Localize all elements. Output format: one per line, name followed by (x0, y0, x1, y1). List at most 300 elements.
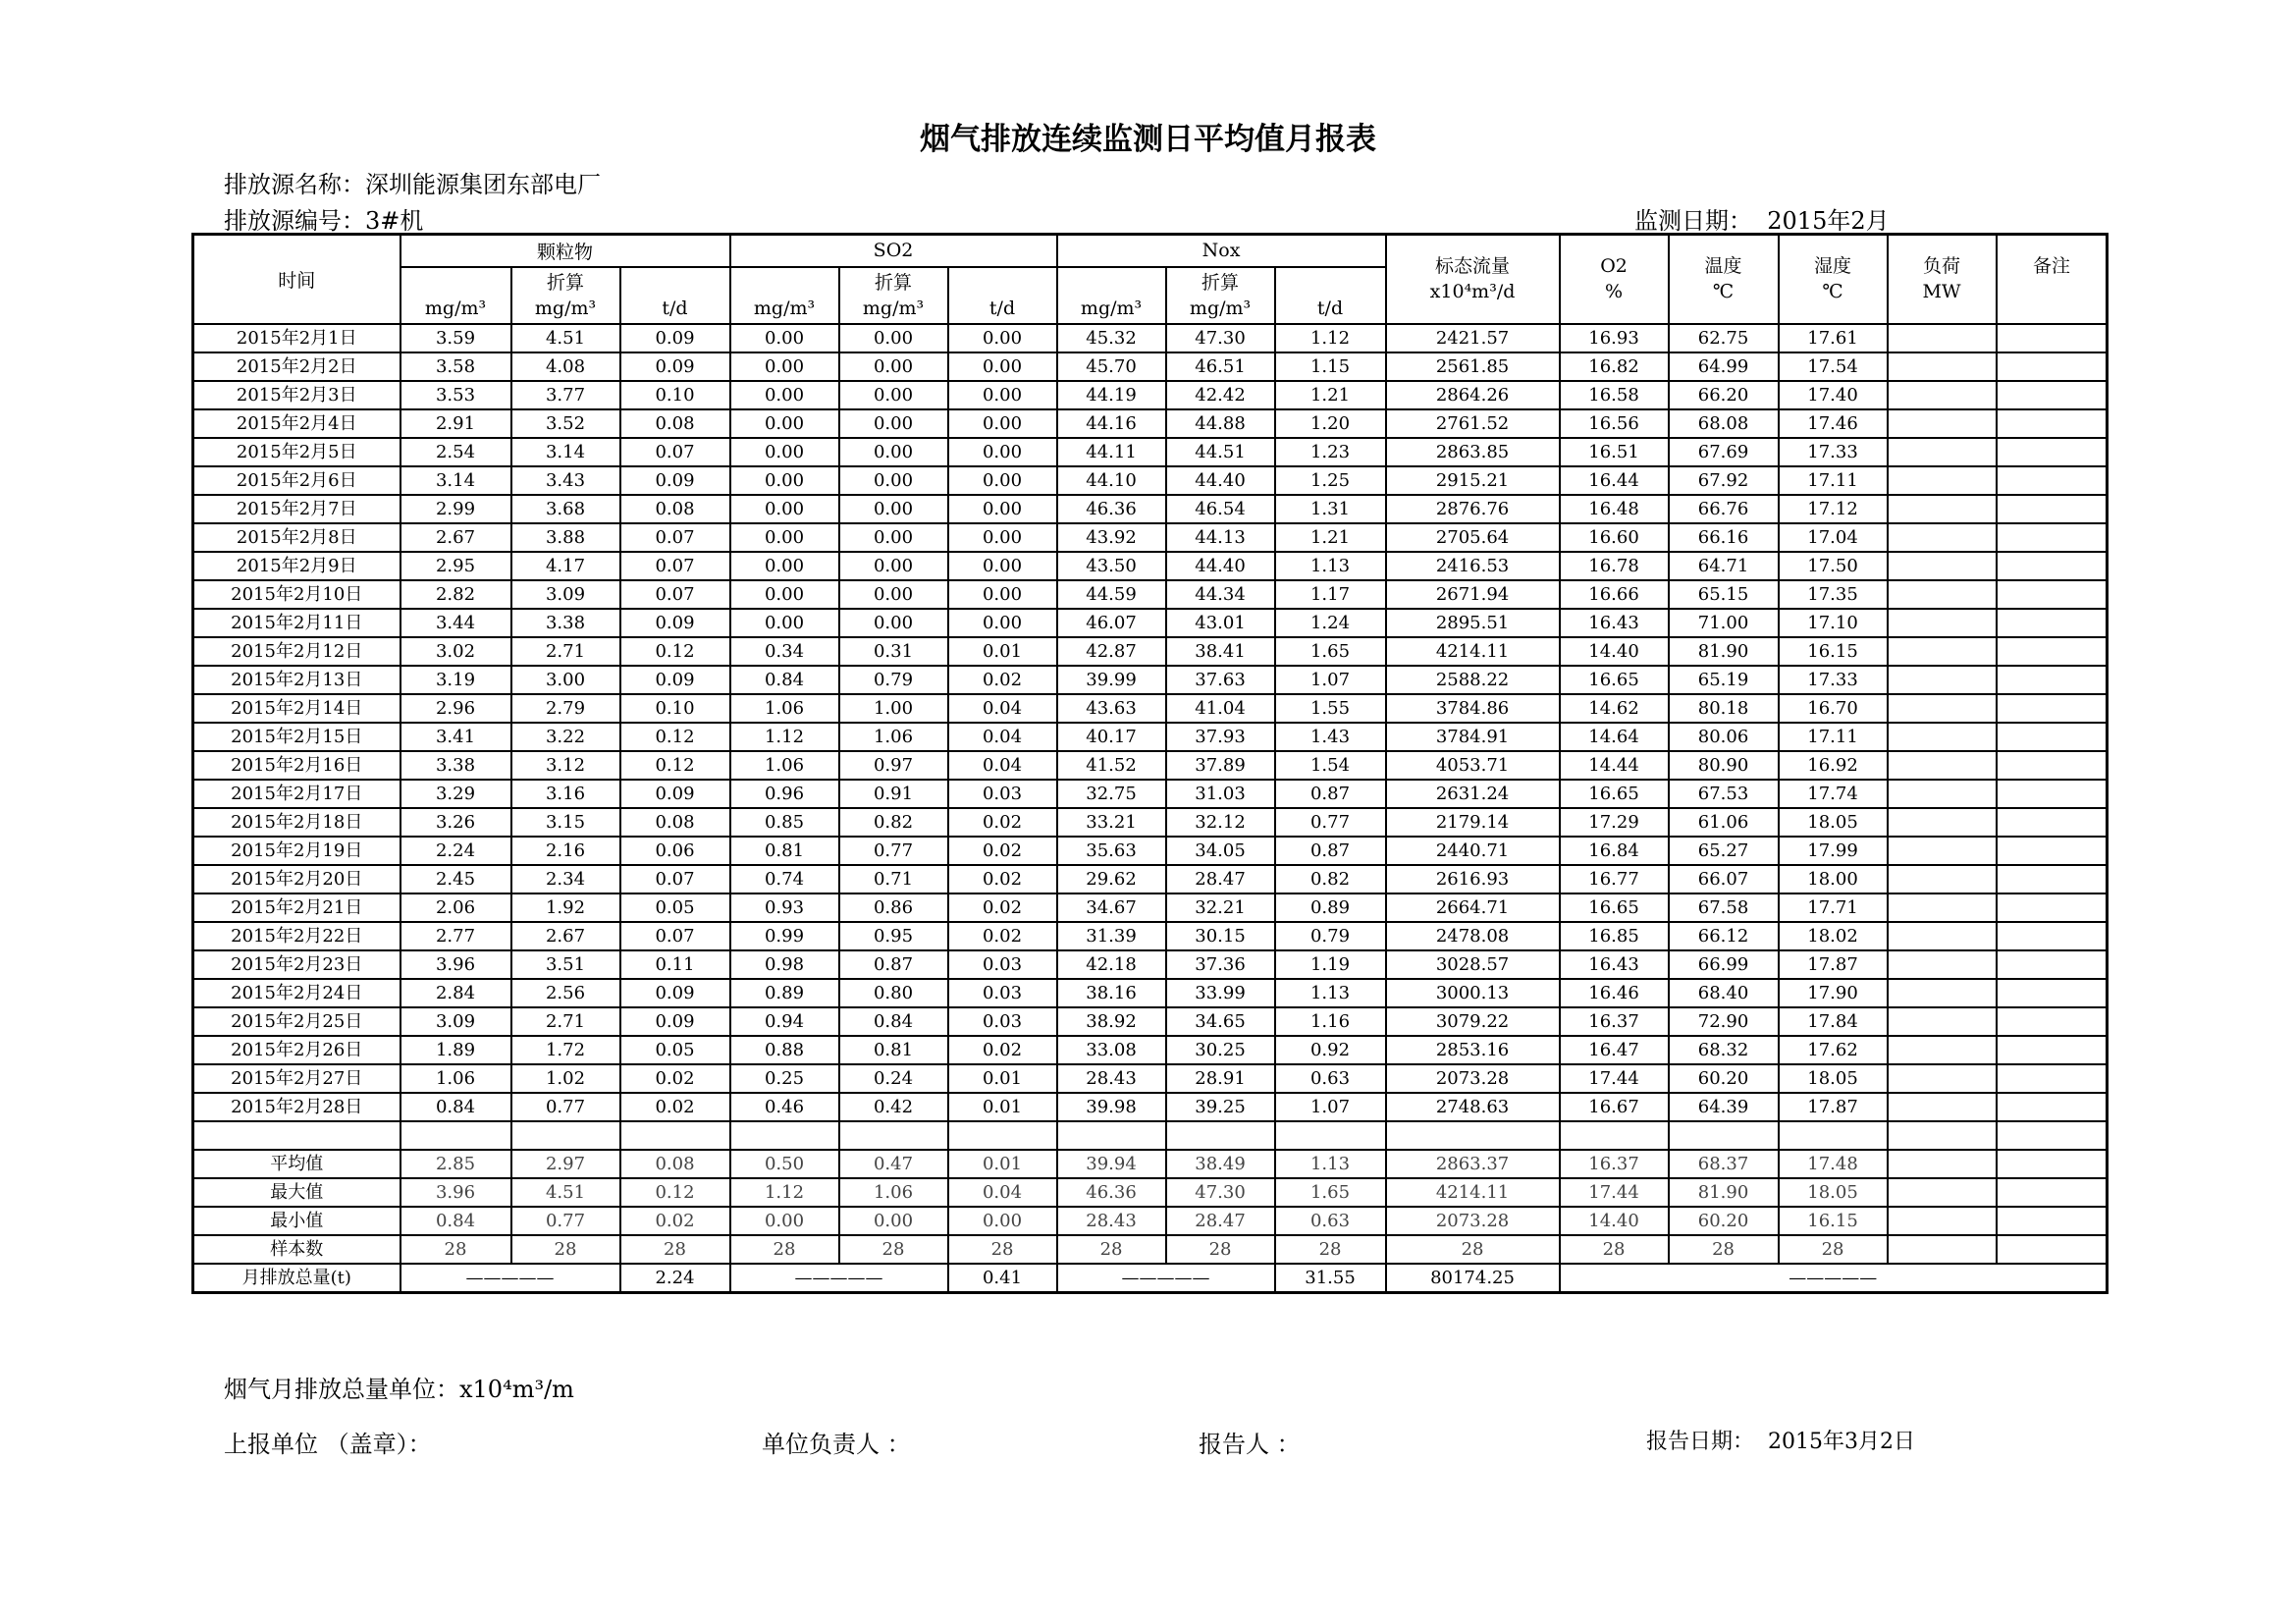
data-cell: 44.51 (1166, 438, 1275, 466)
monitor-date-line (1634, 201, 1890, 236)
dash-cell: ————— (1057, 1264, 1275, 1293)
data-cell (1888, 837, 1997, 865)
data-cell: 2761.52 (1386, 409, 1560, 438)
data-cell: 80.90 (1669, 751, 1779, 780)
data-cell: 2.54 (400, 438, 511, 466)
data-cell: 17.61 (1779, 324, 1888, 352)
data-cell: 0.12 (620, 637, 730, 666)
data-cell: 28.47 (1166, 865, 1275, 893)
table-row (193, 1036, 2108, 1064)
data-cell: 0.00 (839, 381, 948, 409)
data-cell: 18.05 (1779, 1064, 1888, 1093)
stats-row (193, 1235, 2108, 1264)
row-label-cell (193, 1121, 400, 1150)
data-cell: 2915.21 (1386, 466, 1560, 495)
row-label-cell: 2015年2月21日 (193, 893, 400, 922)
data-cell: 2863.37 (1386, 1150, 1560, 1178)
data-cell: 2588.22 (1386, 666, 1560, 694)
data-cell: 1.06 (839, 723, 948, 751)
table-row (193, 922, 2108, 950)
data-cell: 1.43 (1275, 723, 1386, 751)
data-cell: 28 (730, 1235, 839, 1264)
data-cell: 0.81 (730, 837, 839, 865)
data-cell: 1.31 (1275, 495, 1386, 523)
data-cell: 17.90 (1779, 979, 1888, 1007)
data-cell (1997, 1036, 2108, 1064)
data-cell: 0.00 (948, 523, 1057, 552)
data-cell: 31.03 (1166, 780, 1275, 808)
total-nox: 31.55 (1275, 1264, 1386, 1293)
data-cell: 17.44 (1560, 1178, 1669, 1207)
data-cell: 16.44 (1560, 466, 1669, 495)
data-cell: 1.24 (1275, 609, 1386, 637)
data-cell: 0.87 (1275, 780, 1386, 808)
data-cell: 1.65 (1275, 1178, 1386, 1207)
data-cell: 28 (1386, 1235, 1560, 1264)
data-cell: 0.00 (948, 552, 1057, 580)
data-cell (1997, 637, 2108, 666)
data-cell (1997, 1121, 2108, 1150)
data-cell: 4.51 (511, 324, 620, 352)
data-cell: 2421.57 (1386, 324, 1560, 352)
table-row (193, 466, 2108, 495)
data-cell: 37.89 (1166, 751, 1275, 780)
header-remarks (1997, 235, 2108, 324)
dash-cell: ————— (730, 1264, 948, 1293)
header-unit-label: mg/m³ (1189, 297, 1252, 319)
data-cell: 0.87 (839, 950, 948, 979)
header-flow (1386, 235, 1560, 324)
data-cell: 28 (948, 1235, 1057, 1264)
data-cell (400, 1121, 511, 1150)
data-cell: 0.12 (620, 751, 730, 780)
data-cell (1888, 950, 1997, 979)
data-cell: 3.53 (400, 381, 511, 409)
data-cell (1888, 694, 1997, 723)
data-cell: 0.00 (839, 495, 948, 523)
data-cell (620, 1121, 730, 1150)
header-unit-cell (948, 267, 1057, 324)
data-cell (1166, 1121, 1275, 1150)
data-cell: 38.92 (1057, 1007, 1166, 1036)
data-cell: 81.90 (1669, 637, 1779, 666)
data-cell (1997, 1207, 2108, 1235)
data-cell: 2.67 (511, 922, 620, 950)
data-cell: 0.81 (839, 1036, 948, 1064)
data-cell: 14.64 (1560, 723, 1669, 751)
data-cell: 2705.64 (1386, 523, 1560, 552)
data-cell: 2.99 (400, 495, 511, 523)
data-cell: 2073.28 (1386, 1064, 1560, 1093)
data-cell (1888, 1036, 1997, 1064)
data-cell (1888, 922, 1997, 950)
data-cell: 1.13 (1275, 979, 1386, 1007)
data-cell: 28.43 (1057, 1207, 1166, 1235)
data-cell: 0.80 (839, 979, 948, 1007)
row-label-cell: 最小值 (193, 1207, 400, 1235)
data-cell: 1.21 (1275, 523, 1386, 552)
row-label-cell: 最大值 (193, 1178, 400, 1207)
row-label-cell: 2015年2月7日 (193, 495, 400, 523)
data-cell: 0.03 (948, 950, 1057, 979)
data-cell: 2.16 (511, 837, 620, 865)
dash-cell: ————— (400, 1264, 620, 1293)
header-unit-label: mg/m³ (862, 297, 925, 319)
data-cell: 0.05 (620, 893, 730, 922)
row-label-cell: 2015年2月4日 (193, 409, 400, 438)
data-cell: 1.00 (839, 694, 948, 723)
data-cell (1997, 552, 2108, 580)
data-cell (948, 1121, 1057, 1150)
data-cell: 16.84 (1560, 837, 1669, 865)
data-cell: 2.06 (400, 893, 511, 922)
data-cell: 38.16 (1057, 979, 1166, 1007)
data-cell: 0.71 (839, 865, 948, 893)
responsible-person-label: 单位负责人 ： (762, 1431, 911, 1458)
data-cell (1888, 580, 1997, 609)
header-humidity-label: 湿度 (1814, 255, 1852, 278)
monitoring-table (191, 233, 2109, 1294)
data-cell (1888, 723, 1997, 751)
data-cell: 0.84 (730, 666, 839, 694)
row-label-cell: 2015年2月14日 (193, 694, 400, 723)
data-cell (1997, 723, 2108, 751)
data-cell: 0.05 (620, 1036, 730, 1064)
header-converted-label: 折算 (546, 271, 584, 294)
data-cell (1997, 666, 2108, 694)
data-cell: 0.09 (620, 1007, 730, 1036)
data-cell: 3.29 (400, 780, 511, 808)
data-cell (1888, 552, 1997, 580)
header-unit-label: mg/m³ (534, 297, 597, 319)
data-cell: 17.33 (1779, 438, 1888, 466)
table-row (193, 352, 2108, 381)
data-cell: 0.00 (948, 381, 1057, 409)
data-cell: 16.43 (1560, 609, 1669, 637)
data-cell: 4214.11 (1386, 637, 1560, 666)
data-cell: 4053.71 (1386, 751, 1560, 780)
data-cell: 0.00 (730, 409, 839, 438)
data-cell: 17.48 (1779, 1150, 1888, 1178)
data-cell (839, 1121, 948, 1150)
table-row (193, 438, 2108, 466)
data-cell: 0.89 (1275, 893, 1386, 922)
header-particulate: 颗粒物 (400, 235, 730, 267)
data-cell (1997, 922, 2108, 950)
data-cell: 16.65 (1560, 780, 1669, 808)
row-label-cell: 2015年2月6日 (193, 466, 400, 495)
row-label-cell: 2015年2月22日 (193, 922, 400, 950)
data-cell: 28 (1166, 1235, 1275, 1264)
data-cell: 64.99 (1669, 352, 1779, 381)
data-cell: 37.36 (1166, 950, 1275, 979)
data-cell: 2748.63 (1386, 1093, 1560, 1121)
table-row (193, 751, 2108, 780)
data-cell: 0.03 (948, 979, 1057, 1007)
data-cell: 42.87 (1057, 637, 1166, 666)
data-cell: 46.54 (1166, 495, 1275, 523)
row-label-cell: 2015年2月26日 (193, 1036, 400, 1064)
data-cell: 16.48 (1560, 495, 1669, 523)
data-cell: 33.21 (1057, 808, 1166, 837)
header-time: 时间 (193, 235, 400, 324)
data-cell: 1.12 (730, 1178, 839, 1207)
data-cell: 81.90 (1669, 1178, 1779, 1207)
data-cell: 1.19 (1275, 950, 1386, 979)
data-cell: 0.00 (730, 352, 839, 381)
data-cell: 1.13 (1275, 552, 1386, 580)
data-cell: 0.01 (948, 637, 1057, 666)
data-cell: 0.02 (620, 1207, 730, 1235)
data-cell: 0.04 (948, 1178, 1057, 1207)
total-label: 月排放总量(t) (193, 1264, 400, 1293)
header-unit-cell (730, 267, 839, 324)
data-cell: 3.44 (400, 609, 511, 637)
total-particulate: 2.24 (620, 1264, 730, 1293)
data-cell (1888, 893, 1997, 922)
data-cell: 17.04 (1779, 523, 1888, 552)
data-cell: 0.00 (839, 609, 948, 637)
data-cell (1888, 609, 1997, 637)
data-cell: 0.07 (620, 523, 730, 552)
data-cell: 16.15 (1779, 1207, 1888, 1235)
table-row (193, 409, 2108, 438)
data-cell: 1.06 (400, 1064, 511, 1093)
data-cell: 3.09 (400, 1007, 511, 1036)
source-id-label: 排放源编号： (224, 207, 365, 235)
data-cell: 37.63 (1166, 666, 1275, 694)
data-cell: 3.88 (511, 523, 620, 552)
data-cell (1997, 751, 2108, 780)
data-cell: 3.59 (400, 324, 511, 352)
table-row (193, 552, 2108, 580)
data-cell: 3.68 (511, 495, 620, 523)
data-cell (730, 1121, 839, 1150)
data-cell: 68.32 (1669, 1036, 1779, 1064)
data-cell: 0.00 (948, 495, 1057, 523)
data-cell (1888, 1121, 1997, 1150)
data-cell: 2876.76 (1386, 495, 1560, 523)
data-cell: 1.23 (1275, 438, 1386, 466)
data-cell (1997, 865, 2108, 893)
data-cell: 3.38 (400, 751, 511, 780)
data-cell: 66.99 (1669, 950, 1779, 979)
data-cell: 0.00 (839, 438, 948, 466)
data-cell: 0.85 (730, 808, 839, 837)
data-cell: 44.34 (1166, 580, 1275, 609)
data-cell: 0.02 (620, 1064, 730, 1093)
data-cell (1997, 694, 2108, 723)
data-cell: 2.71 (511, 1007, 620, 1036)
data-cell: 0.00 (730, 495, 839, 523)
data-cell: 16.85 (1560, 922, 1669, 950)
data-cell: 0.08 (620, 808, 730, 837)
data-cell: 16.56 (1560, 409, 1669, 438)
data-cell: 0.01 (948, 1093, 1057, 1121)
data-cell: 2863.85 (1386, 438, 1560, 466)
row-label-cell: 2015年2月27日 (193, 1064, 400, 1093)
data-cell: 44.40 (1166, 552, 1275, 580)
data-cell (1669, 1121, 1779, 1150)
data-cell: 0.50 (730, 1150, 839, 1178)
data-cell: 43.63 (1057, 694, 1166, 723)
data-cell (1997, 893, 2108, 922)
table-row (193, 324, 2108, 352)
data-cell: 44.13 (1166, 523, 1275, 552)
data-cell: 0.07 (620, 865, 730, 893)
data-cell: 16.77 (1560, 865, 1669, 893)
data-cell (1888, 523, 1997, 552)
data-cell: 2.95 (400, 552, 511, 580)
row-label-cell: 2015年2月25日 (193, 1007, 400, 1036)
data-cell: 31.39 (1057, 922, 1166, 950)
row-label-cell: 2015年2月5日 (193, 438, 400, 466)
data-cell: 3.14 (511, 438, 620, 466)
data-cell: 28 (1275, 1235, 1386, 1264)
data-cell: 0.02 (948, 1036, 1057, 1064)
data-cell: 16.67 (1560, 1093, 1669, 1121)
table-row (193, 950, 2108, 979)
data-cell: 2.82 (400, 580, 511, 609)
data-cell: 0.00 (948, 580, 1057, 609)
data-cell: 43.92 (1057, 523, 1166, 552)
data-cell: 2.79 (511, 694, 620, 723)
data-cell: 3784.91 (1386, 723, 1560, 751)
data-cell: 33.08 (1057, 1036, 1166, 1064)
data-cell (1057, 1121, 1166, 1150)
data-cell: 3.14 (400, 466, 511, 495)
table-row (193, 637, 2108, 666)
data-cell: 44.88 (1166, 409, 1275, 438)
header-load (1888, 235, 1997, 324)
data-cell: 0.07 (620, 552, 730, 580)
data-cell: 16.47 (1560, 1036, 1669, 1064)
data-cell: 2478.08 (1386, 922, 1560, 950)
header-humidity-unit: ℃ (1822, 281, 1843, 303)
data-cell: 0.01 (948, 1150, 1057, 1178)
data-cell (1888, 352, 1997, 381)
data-cell (1997, 808, 2108, 837)
data-cell: 28 (839, 1235, 948, 1264)
data-cell (1888, 409, 1997, 438)
data-cell: 0.02 (948, 893, 1057, 922)
data-cell: 0.77 (511, 1093, 620, 1121)
total-so2: 0.41 (948, 1264, 1057, 1293)
data-cell: 17.71 (1779, 893, 1888, 922)
data-cell: 0.00 (839, 1207, 948, 1235)
data-cell: 0.00 (839, 580, 948, 609)
data-cell: 2.96 (400, 694, 511, 723)
data-cell: 3079.22 (1386, 1007, 1560, 1036)
data-cell (1997, 381, 2108, 409)
data-cell: 0.09 (620, 609, 730, 637)
data-cell: 28.47 (1166, 1207, 1275, 1235)
table-row (193, 1007, 2108, 1036)
data-cell: 0.46 (730, 1093, 839, 1121)
data-cell: 0.12 (620, 723, 730, 751)
data-cell: 0.07 (620, 922, 730, 950)
data-cell: 43.01 (1166, 609, 1275, 637)
data-cell (1997, 1178, 2108, 1207)
row-label-cell: 样本数 (193, 1235, 400, 1264)
stats-row (193, 1207, 2108, 1235)
data-cell: 2864.26 (1386, 381, 1560, 409)
data-cell: 17.99 (1779, 837, 1888, 865)
header-unit-cell (620, 267, 730, 324)
data-cell: 44.59 (1057, 580, 1166, 609)
data-cell: 0.93 (730, 893, 839, 922)
header-o2 (1560, 235, 1669, 324)
table-body (193, 324, 2108, 1293)
data-cell: 16.60 (1560, 523, 1669, 552)
data-cell: 17.50 (1779, 552, 1888, 580)
data-cell: 44.16 (1057, 409, 1166, 438)
data-cell: 16.93 (1560, 324, 1669, 352)
data-cell (1888, 637, 1997, 666)
data-cell (1997, 466, 2108, 495)
data-cell (1888, 381, 1997, 409)
data-cell: 32.12 (1166, 808, 1275, 837)
data-cell: 46.51 (1166, 352, 1275, 381)
reporting-unit-label: 上报单位 （盖章）： (224, 1431, 432, 1458)
data-cell: 68.40 (1669, 979, 1779, 1007)
data-cell: 0.77 (1275, 808, 1386, 837)
header-converted-label: 折算 (1201, 271, 1240, 294)
data-cell (1888, 466, 1997, 495)
data-cell: 17.10 (1779, 609, 1888, 637)
data-cell: 60.20 (1669, 1064, 1779, 1093)
data-cell: 30.25 (1166, 1036, 1275, 1064)
row-label-cell: 2015年2月20日 (193, 865, 400, 893)
data-cell: 30.15 (1166, 922, 1275, 950)
data-cell: 3.43 (511, 466, 620, 495)
data-cell: 2.71 (511, 637, 620, 666)
data-cell: 0.00 (948, 409, 1057, 438)
header-unit-cell (1166, 267, 1275, 324)
data-cell: 28 (400, 1235, 511, 1264)
table-row (193, 780, 2108, 808)
data-cell: 29.62 (1057, 865, 1166, 893)
data-cell (511, 1121, 620, 1150)
data-cell: 3.15 (511, 808, 620, 837)
data-cell (1888, 1150, 1997, 1178)
data-cell: 16.66 (1560, 580, 1669, 609)
data-cell (1888, 438, 1997, 466)
data-cell: 46.36 (1057, 495, 1166, 523)
data-cell (1888, 865, 1997, 893)
data-cell: 0.00 (948, 466, 1057, 495)
data-cell: 2671.94 (1386, 580, 1560, 609)
row-label-cell: 2015年2月12日 (193, 637, 400, 666)
row-label-cell: 2015年2月16日 (193, 751, 400, 780)
data-cell: 14.40 (1560, 1207, 1669, 1235)
row-label-cell: 2015年2月24日 (193, 979, 400, 1007)
table-row (193, 1121, 2108, 1150)
data-cell: 0.00 (839, 324, 948, 352)
data-cell (1888, 780, 1997, 808)
data-cell: 17.11 (1779, 723, 1888, 751)
data-cell: 0.84 (839, 1007, 948, 1036)
data-cell: 34.05 (1166, 837, 1275, 865)
data-cell: 0.00 (839, 523, 948, 552)
data-cell: 18.05 (1779, 1178, 1888, 1207)
data-cell: 3.77 (511, 381, 620, 409)
data-cell (1997, 1064, 2108, 1093)
data-cell: 0.00 (948, 324, 1057, 352)
table-row (193, 893, 2108, 922)
header-unit-label: t/d (662, 297, 688, 319)
row-label-cell: 2015年2月18日 (193, 808, 400, 837)
